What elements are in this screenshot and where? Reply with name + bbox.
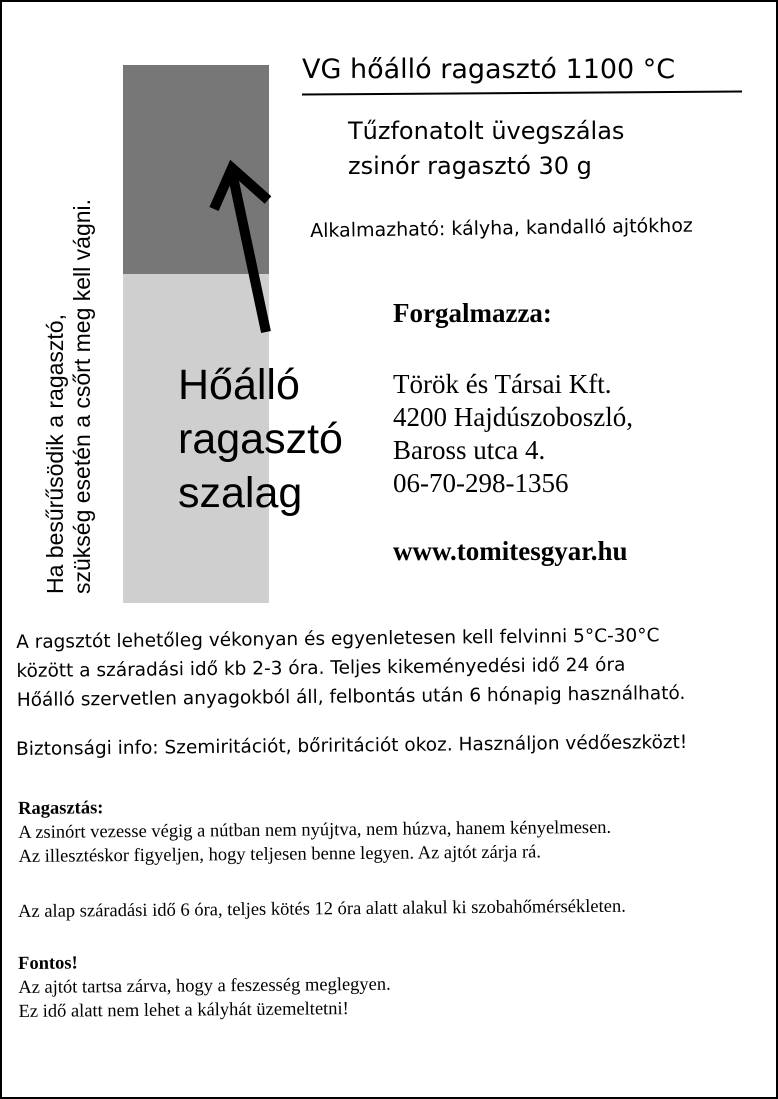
safety-info: Biztonsági info: Szemiritációt, bőriritációt okoz. Használjon védőeszközt! (16, 731, 688, 760)
side-note-line-2: szükség esetén a csőrt meg kell vágni. (69, 198, 95, 594)
gluing-line-1: A zsinórt vezesse végig a nútban nem nyújtva, nem húzva, hanem kényelmesen. (18, 817, 612, 843)
important-heading: Fontos! (18, 953, 78, 974)
tape-caption-line-2: ragasztó (178, 415, 343, 463)
product-subtitle-line-2: zsinór ragasztó 30 g (348, 152, 592, 180)
arrow-up-icon (202, 152, 292, 342)
product-title: VG hőálló ragasztó 1100 °C (302, 54, 676, 85)
gluing-heading: Ragasztás: (18, 798, 104, 819)
drying-info: Az alap száradási idő 6 óra, teljes kötés 12 óra alatt alakul ki szobahőmérsékleten. (18, 896, 626, 922)
distributor-heading: Forgalmazza: (393, 298, 552, 328)
title-underline (302, 90, 742, 95)
gluing-line-2: Az illesztéskor figyeljen, hogy teljesen benne legyen. Az ajtót zárja rá. (18, 842, 542, 867)
instructions-paragraph (16, 621, 685, 715)
side-note-line-1: Ha besűrűsödik a ragasztó, (42, 314, 68, 594)
side-note (42, 69, 96, 594)
distributor-phone: 06-70-298-1356 (393, 468, 569, 498)
gluing-section (18, 792, 611, 869)
distributor-address (393, 368, 633, 500)
tape-caption-line-1: Hőálló (178, 361, 300, 409)
product-subtitle (348, 114, 624, 184)
instructions-line-1: A ragsztót lehetőleg vékonyan és egyenletesen kell felvinni 5°C-30°C (16, 625, 660, 653)
distributor-company: Török és Társai Kft. (393, 369, 612, 399)
tape-caption (178, 358, 343, 520)
important-section (18, 949, 391, 1024)
distributor-website: www.tomitesgyar.hu (393, 536, 628, 566)
distributor-street: Baross utca 4. (393, 435, 546, 465)
important-line-2: Ez idő alatt nem lehet a kályhát üzemeltetni! (18, 999, 349, 1022)
product-usage: Alkalmazható: kályha, kandalló ajtókhoz (310, 214, 693, 242)
instructions-line-3: Hőálló szervetlen anyagokból áll, felbontás után 6 hónapig használható. (16, 682, 686, 711)
product-subtitle-line-1: Tűzfonatolt üvegszálas (348, 117, 625, 145)
tape-caption-line-3: szalag (178, 469, 303, 517)
important-line-1: Az ajtót tartsa zárva, hogy a feszesség meglegyen. (18, 974, 391, 998)
distributor-city: 4200 Hajdúszoboszló, (393, 402, 633, 432)
instructions-line-2: között a száradási idő kb 2-3 óra. Teljes kikeményedési idő 24 óra (16, 654, 626, 682)
